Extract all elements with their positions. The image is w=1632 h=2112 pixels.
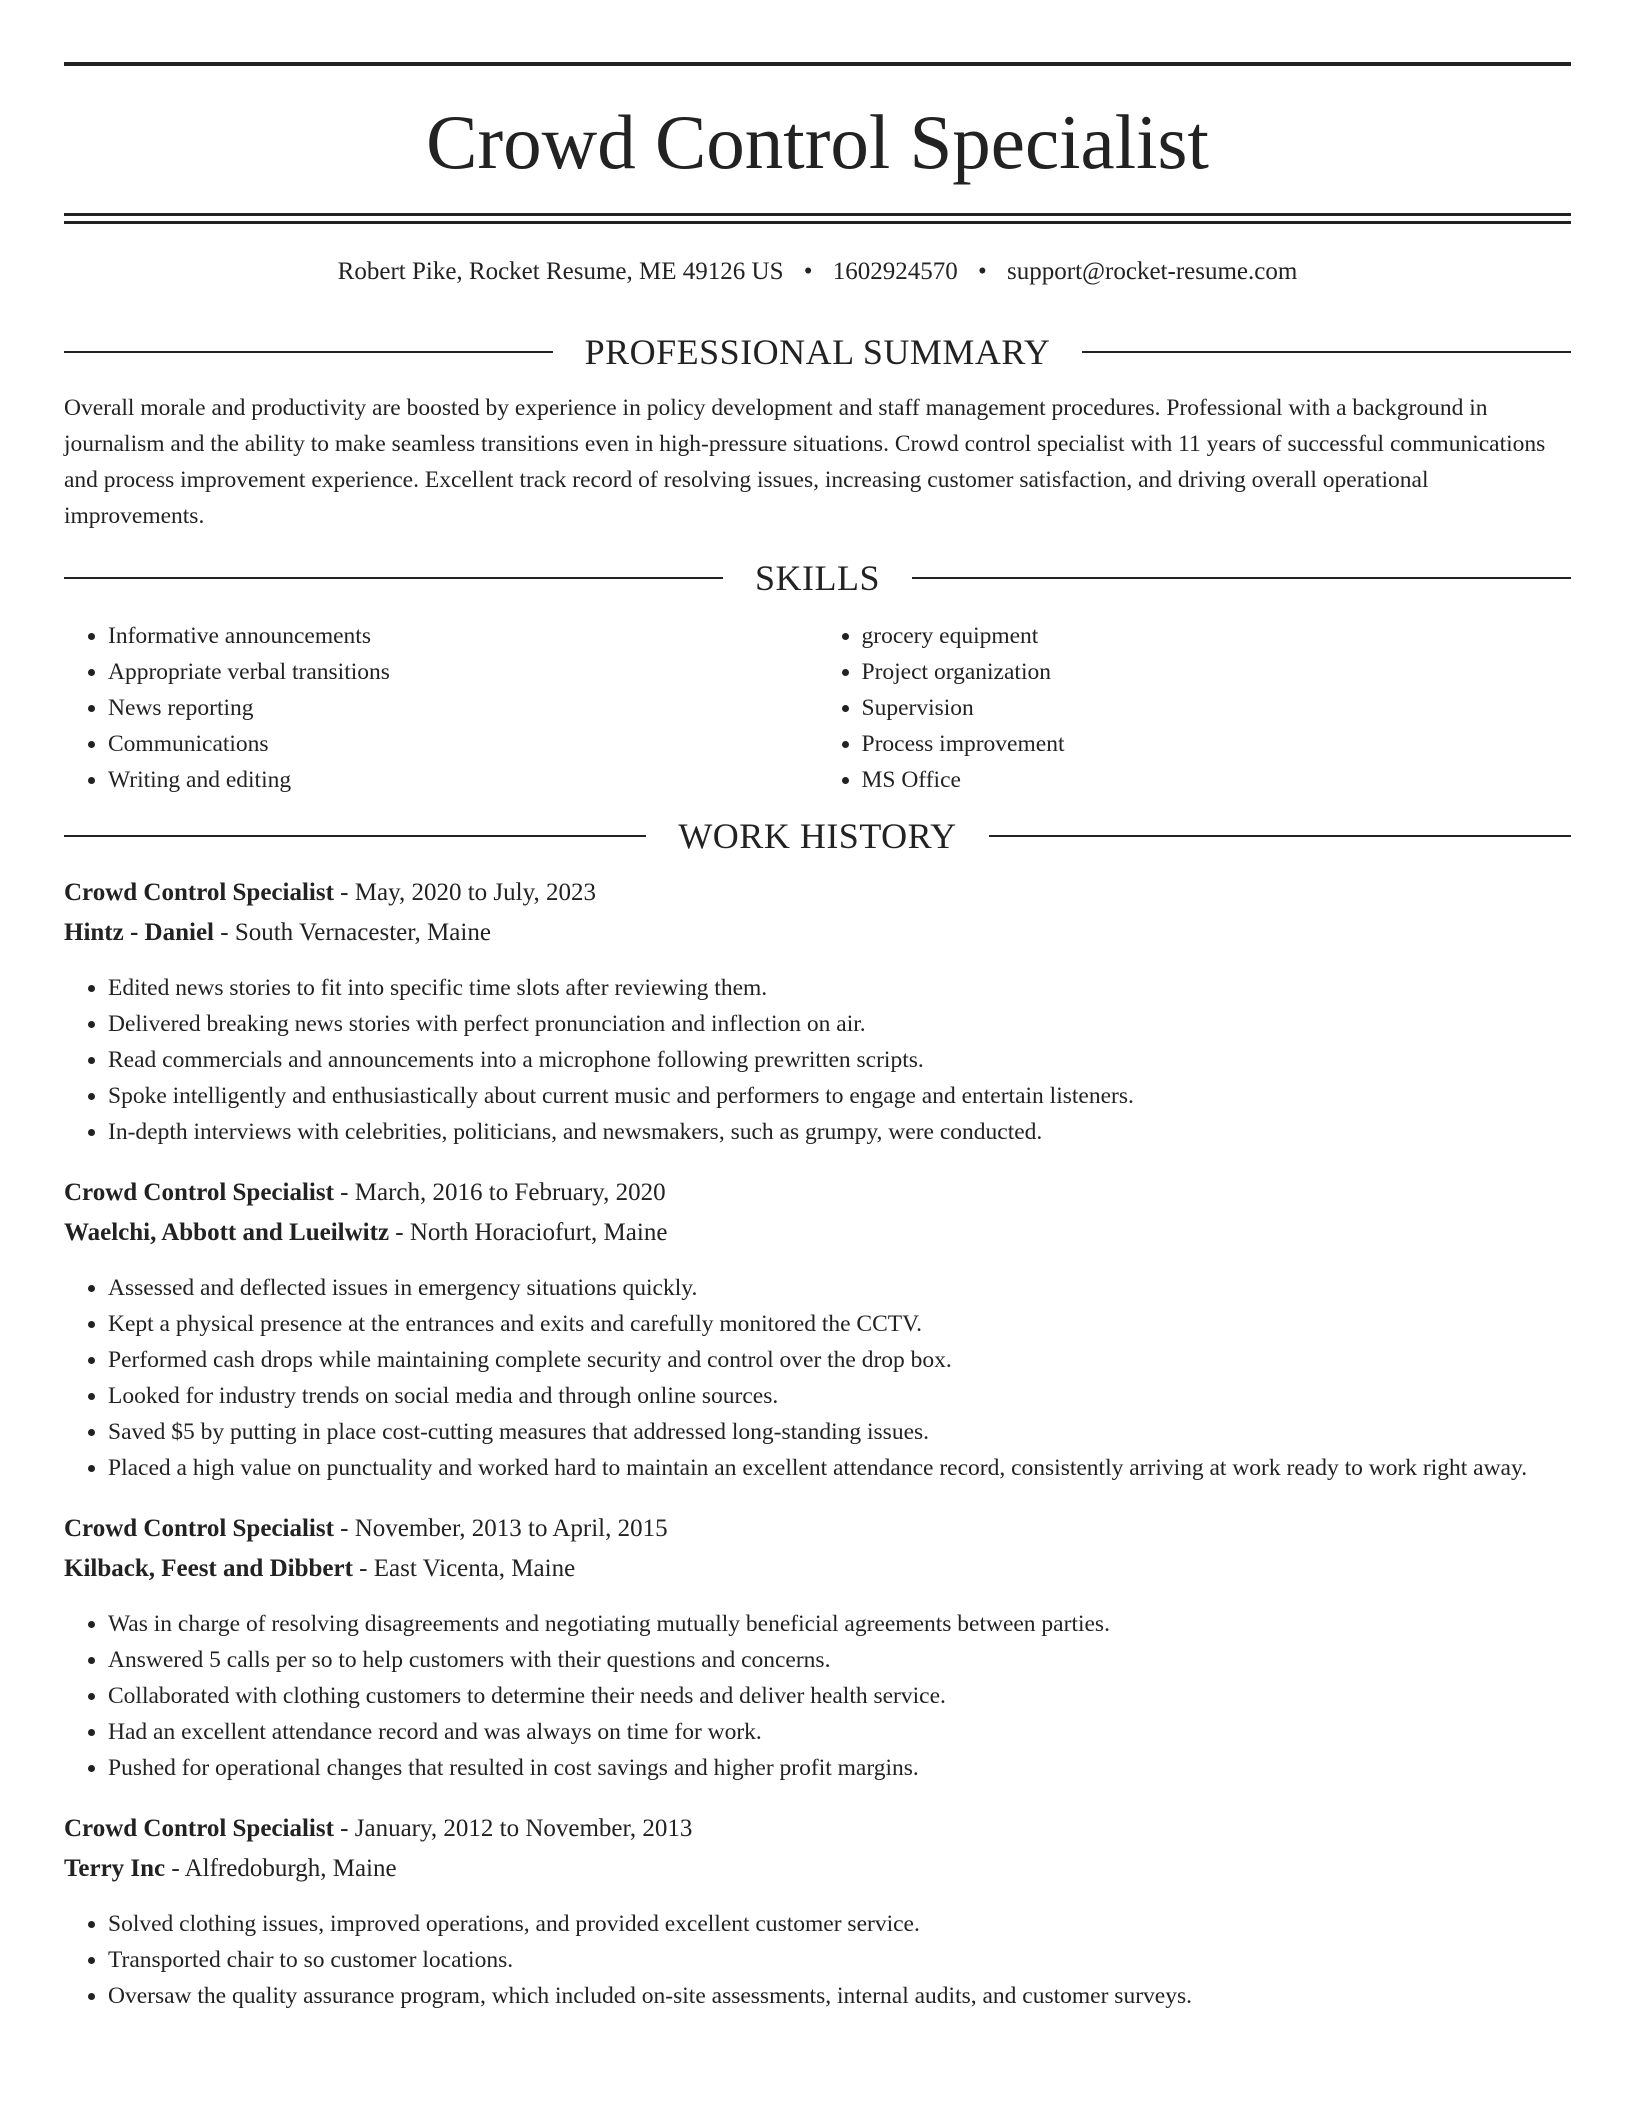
heading-rule: [912, 577, 1571, 579]
skills-heading-text: SKILLS: [755, 558, 881, 598]
job-location: - Alfredoburgh, Maine: [165, 1855, 397, 1882]
summary-heading-text: PROFESSIONAL SUMMARY: [584, 332, 1051, 372]
job-bullet: • Read commercials and announcements into a microphone following prewritten scripts.: [108, 1042, 1571, 1078]
job-entry: [64, 1178, 1571, 1486]
skill-item: • Project organization: [862, 654, 1572, 690]
job-title: Crowd Control Specialist: [64, 1179, 334, 1206]
job-company: Terry Inc: [64, 1855, 166, 1882]
job-title-line: [64, 1814, 1571, 1844]
skill-item: • News reporting: [108, 690, 818, 726]
job-dates: - March, 2016 to February, 2020: [333, 1179, 666, 1206]
top-rule: [64, 62, 1571, 66]
job-bullet: • Pushed for operational changes that resulted in cost savings and higher profit margins.: [108, 1750, 1571, 1786]
work-history-list: [64, 878, 1571, 2014]
job-bullet: • Answered 5 calls per so to help customers with their questions and concerns.: [108, 1642, 1571, 1678]
skills-column-right: [818, 618, 1572, 798]
job-bullet: • Collaborated with clothing customers to determine their needs and deliver health service.: [108, 1678, 1571, 1714]
summary-text: Overall morale and productivity are boosted by experience in policy development and staff management procedures. Professional with a background in journalism and the ability to make seamless transitions even in high-pressure situations. Crowd control specialist with 11 years of successful communications and process improvement experience. Excellent track record of resolving issues, increasing customer satisfaction, and driving overall operational improvements.: [64, 395, 1546, 529]
skills-list: [64, 618, 1571, 798]
skill-item: • Informative announcements: [108, 618, 818, 654]
job-entry: [64, 1514, 1571, 1786]
skill-item: • Supervision: [862, 690, 1572, 726]
job-title: Crowd Control Specialist: [64, 879, 334, 906]
job-bullet: • Transported chair to so customer locations.: [108, 1942, 1571, 1978]
job-bullets: [64, 1606, 1571, 1786]
job-company-line: [64, 1854, 1571, 1884]
job-bullets: [64, 1906, 1571, 2014]
job-bullet: • Was in charge of resolving disagreements and negotiating mutually beneficial agreements between parties.: [108, 1606, 1571, 1642]
job-company: Kilback, Feest and Dibbert: [64, 1555, 353, 1582]
job-bullet: • Assessed and deflected issues in emergency situations quickly.: [108, 1270, 1571, 1306]
skill-item: • MS Office: [862, 762, 1572, 798]
contact-line: [64, 259, 1571, 284]
job-company: Waelchi, Abbott and Lueilwitz: [64, 1219, 390, 1246]
heading-rule: [64, 835, 646, 837]
job-title-line: [64, 878, 1571, 908]
job-title-line: [64, 1178, 1571, 1208]
job-company-line: [64, 918, 1571, 948]
heading-rule: [1082, 351, 1571, 353]
title-double-rule: [64, 213, 1571, 224]
job-bullet: • Delivered breaking news stories with perfect pronunciation and inflection on air.: [108, 1006, 1571, 1042]
job-bullet: • In-depth interviews with celebrities, politicians, and newsmakers, such as grumpy, were conducted.: [108, 1114, 1571, 1150]
skill-item: • Process improvement: [862, 726, 1572, 762]
contact-email: support@rocket-resume.com: [1007, 258, 1298, 285]
skill-item: • Appropriate verbal transitions: [108, 654, 818, 690]
job-title: Crowd Control Specialist: [64, 1815, 334, 1842]
job-bullet: • Looked for industry trends on social media and through online sources.: [108, 1378, 1571, 1414]
job-company-line: [64, 1554, 1571, 1584]
skill-item: • Writing and editing: [108, 762, 818, 798]
work-heading-text: WORK HISTORY: [678, 816, 957, 856]
contact-separator: •: [978, 258, 987, 285]
job-dates: - November, 2013 to April, 2015: [333, 1515, 668, 1542]
heading-rule: [64, 577, 723, 579]
job-bullet: • Spoke intelligently and enthusiastically about current music and performers to engage and entertain listeners.: [108, 1078, 1571, 1114]
skill-item: • Communications: [108, 726, 818, 762]
resume-title: Crowd Control Specialist: [426, 99, 1209, 185]
skill-item: • grocery equipment: [862, 618, 1572, 654]
work-heading: [64, 818, 1571, 854]
job-entry: [64, 878, 1571, 1150]
contact-phone: 1602924570: [832, 258, 958, 285]
job-title-line: [64, 1514, 1571, 1544]
job-bullet: • Had an excellent attendance record and was always on time for work.: [108, 1714, 1571, 1750]
job-company: Hintz - Daniel: [64, 919, 214, 946]
contact-address: Robert Pike, Rocket Resume, ME 49126 US: [337, 258, 784, 285]
job-entry: [64, 1814, 1571, 2014]
resume-content: [64, 62, 1571, 2042]
job-bullet: • Placed a high value on punctuality and worked hard to maintain an excellent attendance record, consistently arriving at work ready to work right away.: [108, 1450, 1571, 1486]
heading-rule: [64, 351, 553, 353]
job-bullet: • Kept a physical presence at the entrances and exits and carefully monitored the CCTV.: [108, 1306, 1571, 1342]
job-location: - South Vernacester, Maine: [214, 919, 491, 946]
job-company-line: [64, 1218, 1571, 1248]
job-location: - East Vicenta, Maine: [352, 1555, 576, 1582]
job-bullet: • Solved clothing issues, improved operations, and provided excellent customer service.: [108, 1906, 1571, 1942]
job-bullet: • Edited news stories to fit into specific time slots after reviewing them.: [108, 970, 1571, 1006]
job-location: - North Horaciofurt, Maine: [389, 1219, 668, 1246]
skills-heading: [64, 560, 1571, 596]
heading-rule: [989, 835, 1571, 837]
skills-column-left: [64, 618, 818, 798]
job-dates: - May, 2020 to July, 2023: [333, 879, 596, 906]
job-bullet: • Oversaw the quality assurance program, which included on-site assessments, internal audits, and customer surveys.: [108, 1978, 1571, 2014]
job-bullet: • Saved $5 by putting in place cost-cutting measures that addressed long-standing issues.: [108, 1414, 1571, 1450]
job-bullets: [64, 1270, 1571, 1486]
job-bullets: [64, 970, 1571, 1150]
contact-separator: •: [803, 258, 813, 285]
job-bullet: • Performed cash drops while maintaining complete security and control over the drop box.: [108, 1342, 1571, 1378]
job-dates: - January, 2012 to November, 2013: [333, 1815, 693, 1842]
job-title: Crowd Control Specialist: [64, 1515, 334, 1542]
summary-heading: [64, 334, 1571, 370]
